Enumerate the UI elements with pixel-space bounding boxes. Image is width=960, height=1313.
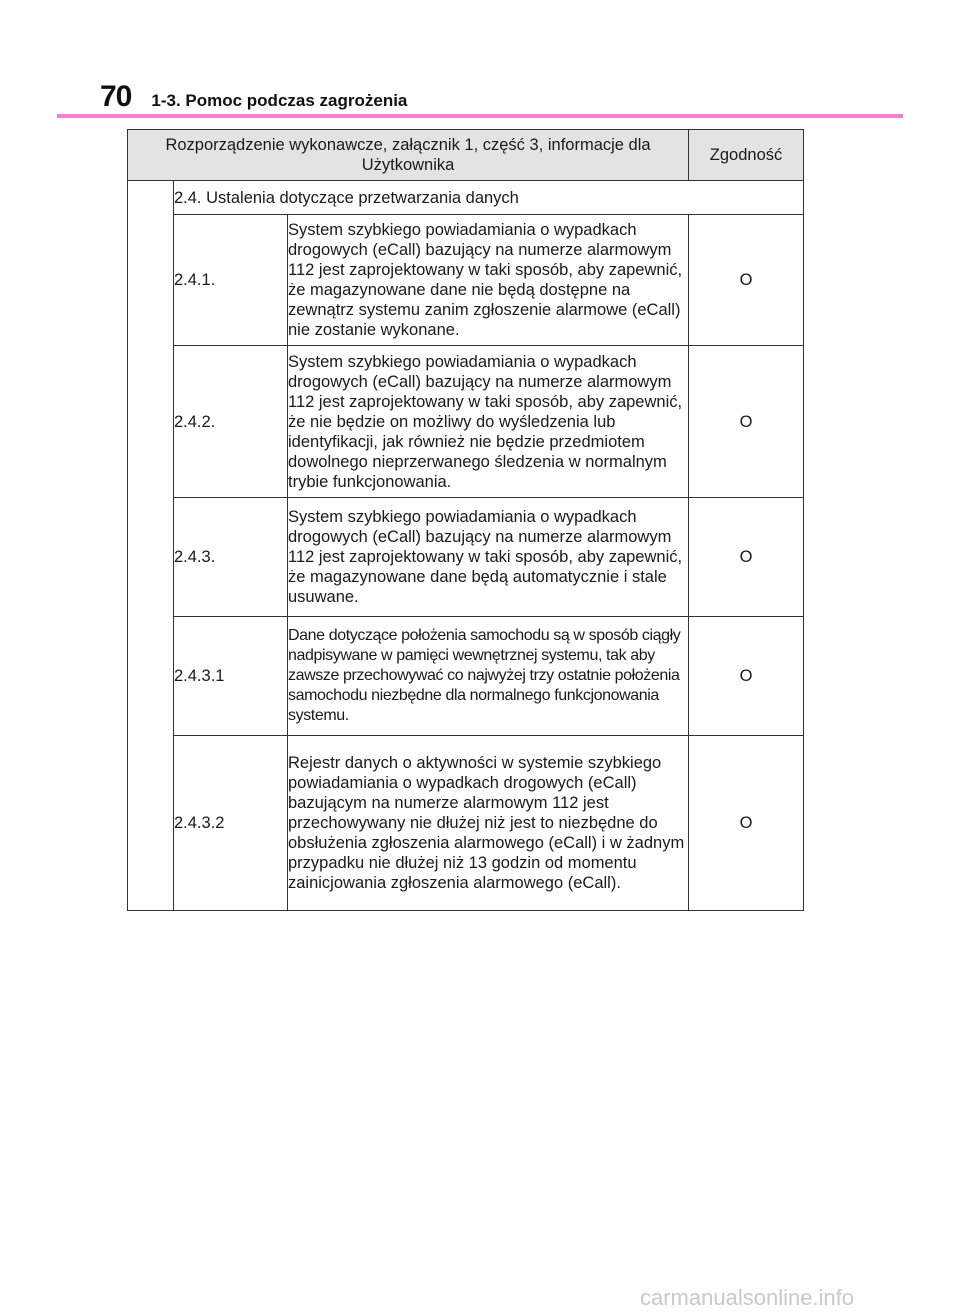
group-title: 2.4. Ustalenia dotyczące przetwarzania danych: [174, 181, 804, 215]
page-header: [100, 78, 407, 112]
row-description: System szybkiego powiadamiania o wypadkach drogowych (eCall) bazujący na numerze alarmowym 112 jest zaprojektowany w taki sposób, aby zapewnić, że magazynowane dane nie będą dostępne na zewnątrz systemu zanim zgłoszenie alarmowe (eCall) nie zostanie wykonane.: [288, 215, 689, 346]
row-description: System szybkiego powiadamiania o wypadkach drogowych (eCall) bazujący na numerze alarmowym 112 jest zaprojektowany w taki sposób, aby zapewnić, że nie będzie on możliwy do wyśledzenia lub identyfikacji, jak również nie będzie przedmiotem dowolnego nieprzerwanego śledzenia w normalnym trybie funkcjonowania.: [288, 346, 689, 498]
row-description: Rejestr danych o aktywności w systemie szybkiego powiadamiania o wypadkach drogowych (eCall) bazującym na numerze alarmowym 112 jest przechowywany nie dłużej niż jest to niezbędne do obsłużenia zgłoszenia alarmowego (eCall) i w żadnym przypadku nie dłużej niż 13 godzin od momentu zainicjowania zgłoszenia alarmowego (eCall).: [288, 736, 689, 911]
header-divider: [57, 114, 903, 118]
table-row: [128, 346, 804, 498]
table-row: [128, 617, 804, 736]
row-reference: 2.4.1.: [174, 215, 288, 346]
row-compliance-mark: O: [689, 736, 804, 911]
table-header-row: [128, 130, 804, 181]
indent-cell: [128, 181, 174, 911]
row-description: System szybkiego powiadamiania o wypadkach drogowych (eCall) bazujący na numerze alarmowym 112 jest zaprojektowany w taki sposób, aby zapewnić, że magazynowane dane będą automatycznie i stale usuwane.: [288, 498, 689, 617]
column-header-regulation: Rozporządzenie wykonawcze, załącznik 1, część 3, informacje dla Użytkownika: [128, 130, 689, 181]
row-compliance-mark: O: [689, 498, 804, 617]
row-description: Dane dotyczące położenia samochodu są w sposób ciągły nadpisywane w pamięci wewnętrznej systemu, tak aby zawsze przechowywać co najwyżej trzy ostatnie położenia samochodu niezbędne dla normalnego funkcjonowania systemu.: [288, 617, 689, 736]
table-row-group-title: [128, 181, 804, 215]
watermark-logo: carmanualsonline.info: [640, 1285, 855, 1310]
row-reference: 2.4.3.1: [174, 617, 288, 736]
row-compliance-mark: O: [689, 346, 804, 498]
row-reference: 2.4.3.2: [174, 736, 288, 911]
row-reference: 2.4.3.: [174, 498, 288, 617]
column-header-compliance: Zgodność: [689, 130, 804, 181]
row-compliance-mark: O: [689, 215, 804, 346]
table-row: [128, 498, 804, 617]
table-row: [128, 215, 804, 346]
page-number: 70: [100, 80, 132, 113]
section-title: 1-3. Pomoc podczas zagrożenia: [151, 91, 408, 110]
table-row: [128, 736, 804, 911]
row-compliance-mark: O: [689, 617, 804, 736]
row-reference: 2.4.2.: [174, 346, 288, 498]
compliance-table: [127, 129, 804, 911]
